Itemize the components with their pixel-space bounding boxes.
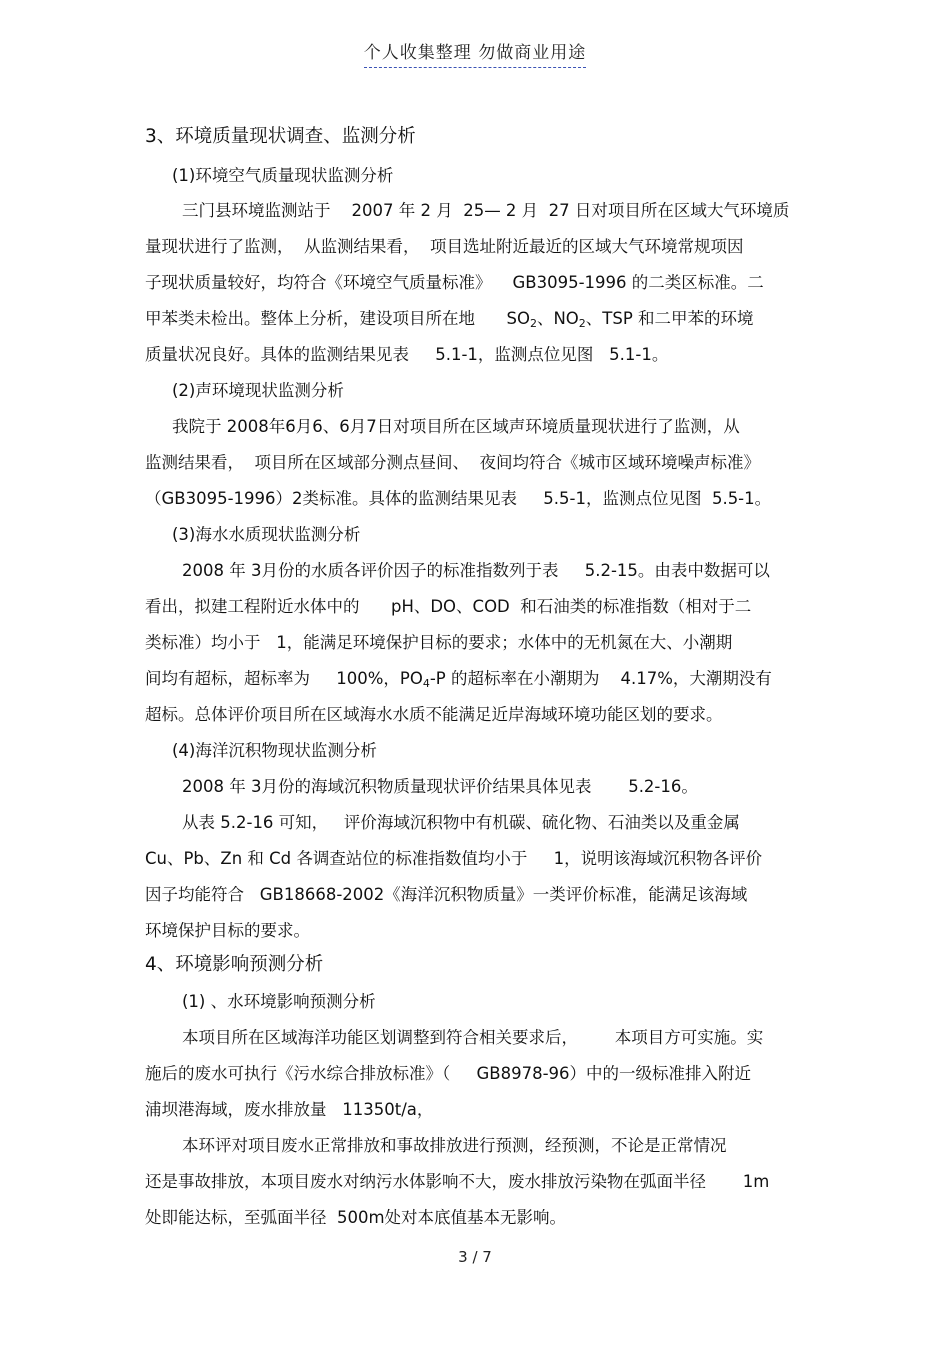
paragraph-line: 质量状况良好。具体的监测结果见表 5.1-1，监测点位见图 5.1-1。: [145, 345, 669, 364]
paragraph-line: 类标准）均小于 1，能满足环境保护目标的要求；水体中的无机氮在大、小潮期: [145, 633, 733, 652]
paragraph-line: 环境保护目标的要求。: [145, 921, 310, 940]
paragraph-line: 施后的废水可执行《污水综合排放标准》（ GB8978-96）中的一级标准排入附近: [145, 1064, 752, 1083]
paragraph-line: 还是事故排放，本项目废水对纳污水体影响不大，废水排放污染物在弧面半径 1m: [145, 1172, 770, 1191]
paragraph-line: 因子均能符合 GB18668-2002《海洋沉积物质量》一类评价标准，能满足该海域: [145, 885, 748, 904]
section-3-heading: 3、环境质量现状调查、监测分析: [145, 126, 416, 147]
paragraph-line: 甲苯类未检出。整体上分析，建设项目所在地 $SO_2$、$NO_2$、TSP 和二甲苯的环境: [145, 309, 754, 330]
paragraph-line: 量现状进行了监测， 从监测结果看， 项目选址附近最近的区域大气环境常规项因: [145, 237, 744, 256]
paragraph-line: 2008 年 3月份的海域沉积物质量现状评价结果具体见表 5.2-16。: [182, 777, 698, 796]
paragraph-line: 看出，拟建工程附近水体中的 pH、DO、COD 和石油类的标准指数（相对于二: [145, 597, 752, 616]
noise-subheading: (2)声环境现状监测分析: [172, 381, 344, 400]
paragraph-line: 浦坝港海域，废水排放量 11350t/a，: [145, 1100, 434, 1119]
sediment-subheading: (4)海洋沉积物现状监测分析: [172, 741, 377, 760]
section-4-heading: 4、环境影响预测分析: [145, 954, 324, 975]
paragraph-line: 超标。总体评价项目所在区域海水水质不能满足近岸海域环境功能区划的要求。: [145, 705, 723, 724]
paragraph-line: 处即能达标，至弧面半径 500m处对本底值基本无影响。: [145, 1208, 567, 1227]
water-subheading: (1) 、水环境影响预测分析: [182, 992, 376, 1011]
air-subheading: (1)环境空气质量现状监测分析: [172, 166, 394, 185]
paragraph-line: 三门县环境监测站于 2007 年 2 月 25— 2 月 27 日对项目所在区域大气环境质: [182, 201, 790, 220]
paragraph-line: 间均有超标，超标率为 100%，$PO_4-P$ 的超标率在小潮期为 4.17%，大潮期没有: [145, 669, 772, 690]
paragraph-line: （GB3095-1996）2类标准。具体的监测结果见表 5.5-1，监测点位见图 5.5-1。: [145, 489, 772, 508]
paragraph-line: 2008 年 3月份的水质各评价因子的标准指数列于表 5.2-15。由表中数据可以: [182, 561, 770, 580]
paragraph-line: 本项目所在区域海洋功能区划调整到符合相关要求后， 本项目方可实施。实: [182, 1028, 764, 1047]
paragraph-line: 子现状质量较好，均符合《环境空气质量标准》 GB3095-1996 的二类区标准。二: [145, 273, 764, 292]
paragraph-line: Cu、Pb、Zn 和 Cd 各调查站位的标准指数值均小于 1，说明该海域沉积物各评价: [145, 849, 763, 868]
paragraph-line: 本环评对项目废水正常排放和事故排放进行预测，经预测，不论是正常情况: [182, 1136, 727, 1155]
paragraph-line: 从表 5.2-16 可知， 评价海域沉积物中有机碳、硫化物、石油类以及重金属: [182, 813, 740, 832]
page-number: 3 / 7: [458, 1248, 492, 1266]
page-header: [0, 38, 950, 63]
seawater-subheading: (3)海水水质现状监测分析: [172, 525, 361, 544]
paragraph-line: 监测结果看， 项目所在区域部分测点昼间、 夜间均符合《城市区域环境噪声标准》: [145, 453, 760, 472]
header-title: 个人收集整理 勿做商业用途: [364, 43, 586, 68]
paragraph-line: 我院于 2008年6月6、6月7日对项目所在区域声环境质量现状进行了监测，从: [172, 417, 740, 436]
